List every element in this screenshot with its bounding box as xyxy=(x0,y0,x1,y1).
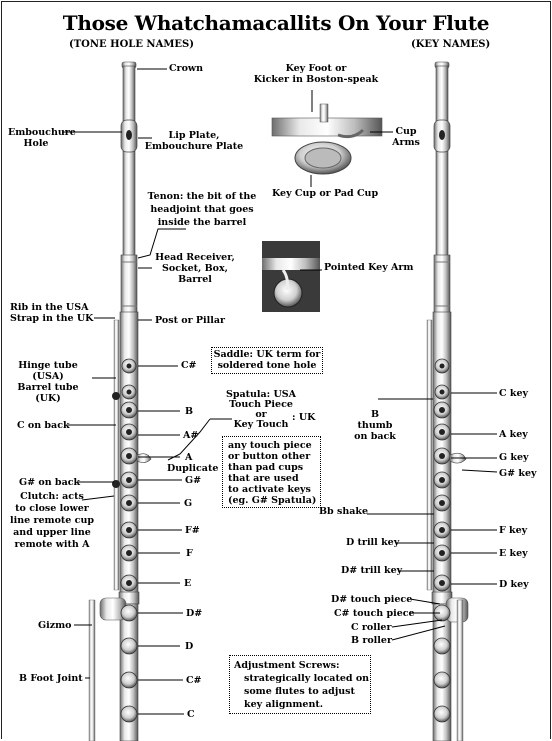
label-spatula-line: Key Touch xyxy=(233,419,289,430)
tone-hole-a: A xyxy=(185,452,193,463)
label-key-foot-line: Key Foot or xyxy=(285,63,347,74)
touch-piece-note-line: than pad cups xyxy=(228,462,304,473)
key-b-thumb-line: on back xyxy=(354,431,396,442)
label-head-receiver-line: Head Receiver, xyxy=(155,252,235,263)
adjustment-screws-line: some flutes to adjust xyxy=(244,686,355,697)
subtitle-key-names: (KEY NAMES) xyxy=(411,39,491,50)
key-c-roller: C roller xyxy=(351,622,392,633)
saddle-note-line: Saddle: UK term for xyxy=(213,349,321,360)
label-hinge-tube-line: (UK) xyxy=(35,393,61,404)
label-key-foot xyxy=(251,63,381,85)
key-cup-photo xyxy=(272,99,382,175)
adjustment-screws-line: Adjustment Screws: xyxy=(234,660,340,671)
label-embouchure-hole-line: Embouchure xyxy=(8,127,76,138)
label-key-foot-line: Kicker in Boston-speak xyxy=(253,74,379,85)
label-key-cup: Key Cup or Pad Cup xyxy=(272,188,379,199)
label-lip-plate-line: Embouchure Plate xyxy=(144,141,244,152)
adjustment-screws-line: key alignment. xyxy=(244,699,324,710)
label-head-receiver xyxy=(150,252,240,285)
label-pointed-key-arm: Pointed Key Arm xyxy=(324,262,414,273)
key-d-sharp-touch-piece: D# touch piece xyxy=(331,594,413,605)
key-c: C key xyxy=(499,388,529,399)
label-post-or-pillar: Post or Pillar xyxy=(155,315,226,326)
label-cup-arms-line: Cup xyxy=(395,126,417,137)
adjustment-screws-note-box xyxy=(229,655,371,714)
saddle-note-box xyxy=(211,347,323,374)
tone-hole-e: E xyxy=(184,578,192,589)
key-a: A key xyxy=(499,429,528,440)
tone-hole-c-sharp-2: C# xyxy=(186,675,202,686)
label-clutch-line: remote with A xyxy=(14,539,90,550)
label-tenon-line: inside the barrel xyxy=(157,217,247,228)
label-lip-plate xyxy=(144,130,244,152)
subtitle-tone-hole-names: (TONE HOLE NAMES) xyxy=(69,39,194,50)
adjustment-screws-line: strategically located on xyxy=(244,673,370,684)
key-f: F key xyxy=(499,525,528,536)
label-gizmo: Gizmo xyxy=(38,620,72,631)
touch-piece-note-box xyxy=(222,436,321,508)
tone-hole-c-sharp: C# xyxy=(181,360,197,371)
key-g: G key xyxy=(499,452,529,463)
label-spatula xyxy=(218,390,304,430)
label-cup-arms xyxy=(389,126,423,148)
diagram-title: Those Whatchamacallits On Your Flute xyxy=(62,11,490,35)
tone-hole-a-sharp: A# xyxy=(183,430,199,441)
label-hinge-tube-line: (USA) xyxy=(32,371,64,382)
label-b-foot-joint: B Foot Joint xyxy=(19,673,83,684)
saddle-note xyxy=(212,349,322,371)
touch-piece-note-line: to activate keys xyxy=(228,484,311,495)
label-tenon-line: headjoint that goes xyxy=(150,204,254,215)
label-embouchure-hole xyxy=(8,127,76,149)
label-clutch-line: line remote cup xyxy=(10,515,94,526)
label-hinge-tube-line: Hinge tube xyxy=(18,360,78,371)
saddle-note-line: soldered tone hole xyxy=(217,360,317,371)
label-rib xyxy=(10,302,93,324)
label-clutch xyxy=(10,491,94,551)
label-embouchure-hole-line: Hole xyxy=(23,138,49,149)
label-spatula-line: Touch Piece xyxy=(229,399,293,410)
label-tenon-line: Tenon: the bit of the xyxy=(147,191,257,202)
label-duplicate: Duplicate xyxy=(167,463,219,474)
tone-hole-d-sharp: D# xyxy=(186,608,203,619)
label-clutch-line: to close lower xyxy=(15,503,89,514)
label-hinge-tube xyxy=(12,360,84,404)
label-c-on-back: C on back xyxy=(17,420,70,431)
touch-piece-note-line: or button other xyxy=(228,451,311,462)
tone-hole-d: D xyxy=(185,641,194,652)
key-b-thumb xyxy=(352,409,398,442)
touch-piece-note xyxy=(228,440,316,506)
label-spatula-line: or xyxy=(255,409,267,420)
left-flute xyxy=(89,62,151,741)
key-b-roller: B roller xyxy=(351,635,392,646)
label-clutch-line: and upper line xyxy=(13,527,91,538)
key-g-sharp: G# key xyxy=(499,468,537,479)
tone-hole-c: C xyxy=(187,709,195,720)
key-b-thumb-line: thumb xyxy=(357,420,393,431)
key-d-sharp-trill: D# trill key xyxy=(341,565,403,576)
tone-hole-b: B xyxy=(185,406,194,417)
label-tenon xyxy=(147,190,257,229)
right-flute xyxy=(427,62,468,741)
label-cup-arms-line: Arms xyxy=(392,137,420,148)
key-d: D key xyxy=(499,579,529,590)
label-hinge-tube-line: Barrel tube xyxy=(17,382,79,393)
pointed-key-arm-photo xyxy=(262,241,320,312)
tone-hole-g: G xyxy=(184,498,193,509)
label-spatula-uk: : UK xyxy=(292,412,316,423)
label-spatula-line: Spatula: USA xyxy=(225,389,297,400)
touch-piece-note-line: (eg. G# Spatula) xyxy=(228,495,317,506)
touch-piece-note-line: any touch piece xyxy=(228,440,312,451)
label-head-receiver-line: Socket, Box, xyxy=(162,263,228,274)
label-g-sharp-on-back: G# on back xyxy=(19,477,81,488)
adjustment-screws-note xyxy=(234,659,369,711)
label-clutch-line: Clutch: acts xyxy=(20,491,84,502)
label-rib-line: Strap in the UK xyxy=(10,313,94,324)
key-b-thumb-line: B xyxy=(370,409,380,420)
label-crown: Crown xyxy=(169,63,203,74)
tone-hole-g-sharp: G# xyxy=(185,475,202,486)
label-rib-line: Rib in the USA xyxy=(10,302,89,313)
touch-piece-note-line: that are used xyxy=(228,473,299,484)
label-lip-plate-line: Lip Plate, xyxy=(168,130,220,141)
label-head-receiver-line: Barrel xyxy=(178,274,212,285)
key-c-sharp-touch-piece: C# touch piece xyxy=(334,608,415,619)
key-d-trill: D trill key xyxy=(346,537,400,548)
tone-hole-f-sharp: F# xyxy=(185,525,200,536)
key-bb-shake: Bb shake xyxy=(319,506,369,517)
tone-hole-f: F xyxy=(186,548,193,559)
key-e: E key xyxy=(499,548,528,559)
